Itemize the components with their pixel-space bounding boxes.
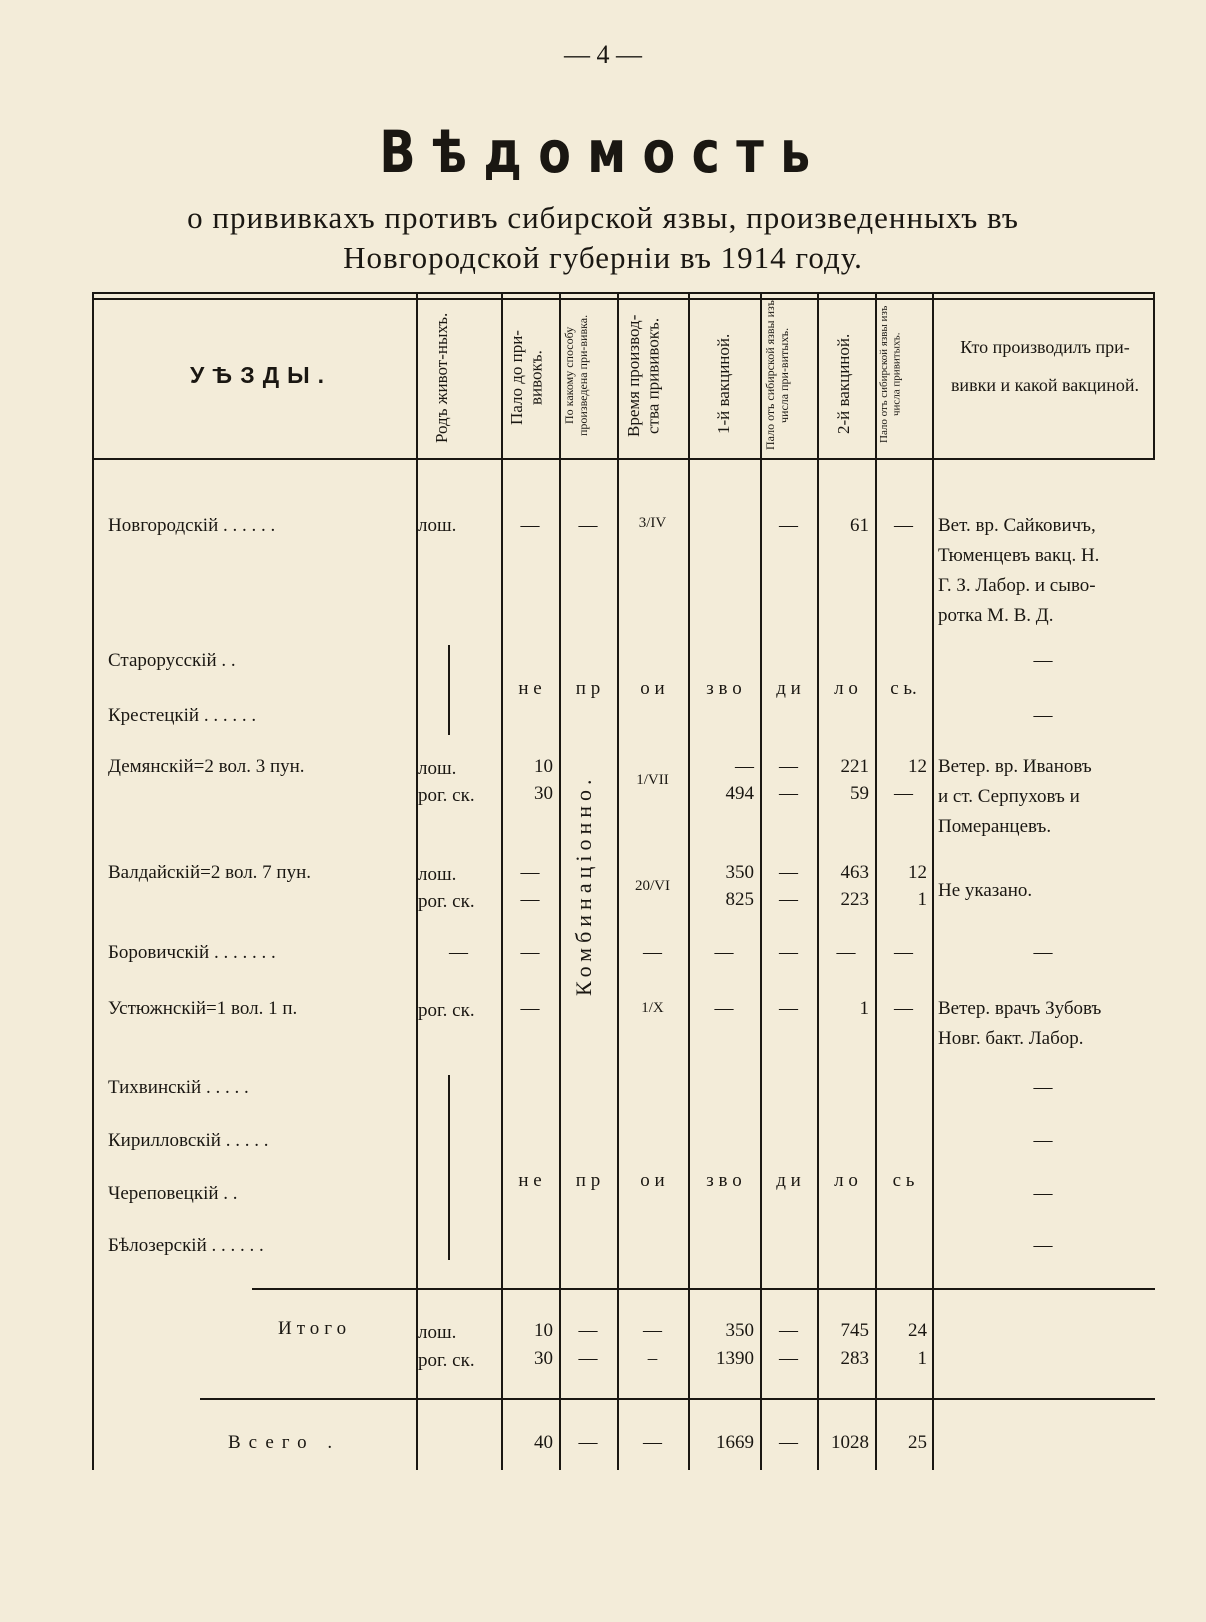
row-all-vac1: 1669 — [716, 1432, 754, 1453]
row-demyansk-who-1: Ветер. вр. Ивановъ — [938, 756, 1092, 777]
row-valday-died-before-2: — — [520, 889, 540, 910]
row-valday-animal-2: рог. ск. — [418, 891, 475, 912]
row-demyansk-time: 1/VII — [636, 772, 669, 788]
row-ustyuzhna-died2: — — [894, 998, 913, 1019]
row-total-died-before-1: 10 — [534, 1320, 553, 1341]
header-died-before: Пало до при-вивокъ. — [507, 330, 546, 426]
header-method: По какому способу произведена при-вивка. — [562, 314, 590, 436]
row-total-died2-1: 24 — [908, 1320, 927, 1341]
row-novgorod-time: 3/IV — [638, 515, 667, 531]
row-valday-time: 20/VI — [635, 878, 670, 894]
row-valday-died1-2: — — [779, 889, 798, 910]
row-cherepovets-who: — — [1033, 1183, 1053, 1204]
row-novgorod-died2: — — [894, 515, 913, 536]
row-all-died-before: 40 — [534, 1432, 553, 1453]
row-ustyuzhna-name: Устюжнскій=1 вол. 1 п. — [108, 998, 298, 1019]
row-ustyuzhna-died1: — — [779, 998, 798, 1019]
row-borovichi-c6: — — [836, 942, 856, 963]
not-done-2-b: п р — [575, 1170, 601, 1191]
row-borovichi-c7: — — [894, 942, 913, 963]
not-done-2-g: с ь — [892, 1170, 915, 1191]
row-total-method-2: — — [578, 1348, 598, 1369]
header-district: УѢЗДЫ. — [190, 362, 332, 388]
not-done-2-e: д и — [776, 1170, 801, 1191]
row-valday-vac1-2: 825 — [725, 889, 754, 910]
row-borovichi-who: — — [1033, 942, 1053, 963]
row-borovichi-c1: — — [449, 942, 468, 963]
row-demyansk-who-3: Померанцевъ. — [938, 816, 1052, 837]
row-demyansk-died-before-2: 30 — [534, 783, 553, 804]
row-valday-died1-1: — — [779, 862, 798, 883]
header-died2: Пало отъ сибирской язвы изъ числа привитыхъ. — [878, 305, 903, 443]
row-valday-who: Не указано. — [938, 880, 1033, 901]
col-line-3 — [559, 294, 561, 1470]
row-demyansk-vac2-2: 59 — [850, 783, 869, 804]
row-demyansk-died2-1: 12 — [908, 756, 927, 777]
row-all-died2: 25 — [908, 1432, 927, 1453]
row-borovichi-c3: — — [643, 942, 662, 963]
subtitle-line-2: Новгородской губерніи въ 1914 году. — [343, 240, 863, 275]
row-novgorod-who-4: ротка М. В. Д. — [938, 605, 1054, 626]
row-ustyuzhna-vac2: 1 — [859, 998, 869, 1019]
row-demyansk-died2-2: — — [894, 783, 913, 804]
header-animal: Родъ живот-ныхъ. — [432, 312, 451, 444]
row-total-method-1: — — [578, 1320, 598, 1341]
row-kirillov-name: Кирилловскій . . . . . — [108, 1130, 269, 1151]
not-done-1-b: п р — [575, 678, 601, 699]
header-died1: Пало отъ сибирской язвы изъ числа при-витыхъ. — [763, 300, 791, 450]
row-valday-vac2-1: 463 — [840, 862, 869, 883]
row-total-animal-2: рог. ск. — [418, 1350, 475, 1371]
row-total-name: Итого — [278, 1318, 352, 1339]
row-demyansk-animal-2: рог. ск. — [418, 785, 475, 806]
row-total-died2-2: 1 — [917, 1348, 927, 1369]
row-valday-vac2-2: 223 — [840, 889, 869, 910]
row-total-died1-2: — — [779, 1348, 798, 1369]
brace-2 — [448, 1075, 450, 1260]
row-borovichi-name: Боровичскій . . . . . . . — [108, 942, 276, 963]
row-demyansk-name: Демянскій=2 вол. 3 пун. — [108, 756, 305, 777]
row-total-died-before-2: 30 — [534, 1348, 553, 1369]
row-total-died1-1: — — [779, 1320, 798, 1341]
subtitle-line-1: о прививкахъ противъ сибирской язвы, произведенныхъ въ — [187, 200, 1019, 235]
row-valday-name: Валдайскій=2 вол. 7 пун. — [108, 862, 312, 883]
row-demyansk-animal-1: лош. — [418, 758, 457, 779]
row-all-method: — — [578, 1432, 598, 1453]
row-all-died1: — — [779, 1432, 798, 1453]
header-time: Время производ-ства прививокъ. — [624, 314, 663, 438]
header-vac2: 2-й вакциной. — [834, 333, 853, 435]
row-starorussk-who: — — [1033, 650, 1053, 671]
table-top-rule-2 — [92, 298, 1155, 300]
row-demyansk-vac2-1: 221 — [840, 756, 869, 777]
col-line-0 — [92, 294, 94, 1470]
row-novgorod-died-before: — — [520, 515, 540, 536]
row-starorussk-name: Старорусскій . . — [108, 650, 236, 671]
row-demyansk-who-2: и ст. Серпуховъ и — [938, 786, 1080, 807]
row-novgorod-who-1: Вет. вр. Сайковичъ, — [938, 515, 1096, 536]
grand-total-rule — [200, 1398, 1155, 1400]
row-total-time-2: – — [647, 1348, 658, 1369]
not-done-1-c: о и — [640, 678, 665, 699]
row-valday-died2-2: 1 — [917, 889, 927, 910]
not-done-1-e: д и — [776, 678, 801, 699]
row-total-time-1: — — [643, 1320, 662, 1341]
row-demyansk-vac1-1: — — [735, 756, 754, 777]
method-combined: Комбинаціонно. — [571, 774, 596, 996]
row-ustyuzhna-vac1: — — [714, 998, 734, 1019]
not-done-2-f: л о — [834, 1170, 858, 1191]
row-kirillov-who: — — [1033, 1130, 1053, 1151]
row-ustyuzhna-animal: рог. ск. — [418, 1000, 475, 1021]
row-total-vac2-2: 283 — [840, 1348, 869, 1369]
header-who: Кто производилъ при-вивки и какой вакциной. — [950, 337, 1140, 395]
row-borovichi-c4: — — [714, 942, 734, 963]
row-krestets-name: Крестецкій . . . . . . — [108, 705, 257, 726]
row-demyansk-died1-1: — — [779, 756, 798, 777]
row-all-name: Всего . — [228, 1432, 341, 1453]
not-done-1-d: з в о — [706, 678, 742, 699]
row-krestets-who: — — [1033, 705, 1053, 726]
row-novgorod-animal: лош. — [418, 515, 457, 536]
row-novgorod-who-2: Тюменцевъ вакц. Н. — [938, 545, 1100, 566]
row-novgorod-who-3: Г. З. Лабор. и сыво- — [938, 575, 1096, 596]
row-ustyuzhna-died-before: — — [520, 998, 540, 1019]
row-demyansk-vac1-2: 494 — [725, 783, 754, 804]
row-all-time: — — [643, 1432, 662, 1453]
row-total-animal-1: лош. — [418, 1322, 457, 1343]
row-novgorod-vac2: 61 — [850, 515, 869, 536]
row-valday-died2-1: 12 — [908, 862, 927, 883]
row-borovichi-c5: — — [779, 942, 798, 963]
row-tikhvin-name: Тихвинскій . . . . . — [108, 1077, 249, 1098]
document-title: Вѣдомость — [379, 118, 827, 186]
row-demyansk-died1-2: — — [779, 783, 798, 804]
row-demyansk-died-before-1: 10 — [534, 756, 553, 777]
row-belozersk-name: Бѣлозерскій . . . . . . — [108, 1235, 264, 1256]
row-valday-vac1-1: 350 — [725, 862, 754, 883]
not-done-2-a: н е — [518, 1170, 542, 1191]
not-done-2-d: з в о — [706, 1170, 742, 1191]
table-top-rule — [92, 292, 1155, 294]
page-number: — 4 — — [564, 40, 642, 69]
row-novgorod-name: Новгородскій . . . . . . — [108, 515, 276, 536]
row-valday-animal-1: лош. — [418, 864, 457, 885]
row-total-vac2-1: 745 — [840, 1320, 869, 1341]
brace-1 — [448, 645, 450, 735]
row-ustyuzhna-time: 1/X — [641, 1000, 664, 1016]
row-tikhvin-who: — — [1033, 1077, 1053, 1098]
header-bottom-rule — [92, 458, 1155, 460]
row-all-vac2: 1028 — [831, 1432, 869, 1453]
not-done-1-a: н е — [518, 678, 542, 699]
header-vac1: 1-й вакциной. — [714, 333, 733, 435]
not-done-1-f: л о — [834, 678, 858, 699]
row-ustyuzhna-who-1: Ветер. врачъ Зубовъ — [938, 998, 1102, 1019]
row-total-vac1-1: 350 — [725, 1320, 754, 1341]
row-novgorod-died1: — — [779, 515, 798, 536]
row-novgorod-method: — — [578, 515, 598, 536]
row-total-vac1-2: 1390 — [716, 1348, 754, 1369]
total-rule — [252, 1288, 1155, 1290]
not-done-2-c: о и — [640, 1170, 665, 1191]
row-borovichi-c2: — — [520, 942, 540, 963]
col-line-9 — [932, 294, 934, 1470]
row-valday-died-before-1: — — [520, 862, 540, 883]
row-ustyuzhna-who-2: Новг. бакт. Лабор. — [938, 1028, 1084, 1049]
not-done-1-g: с ь. — [890, 678, 917, 699]
col-line-10 — [1153, 294, 1155, 458]
row-belozersk-who: — — [1033, 1235, 1053, 1256]
row-cherepovets-name: Череповецкій . . — [108, 1183, 238, 1204]
